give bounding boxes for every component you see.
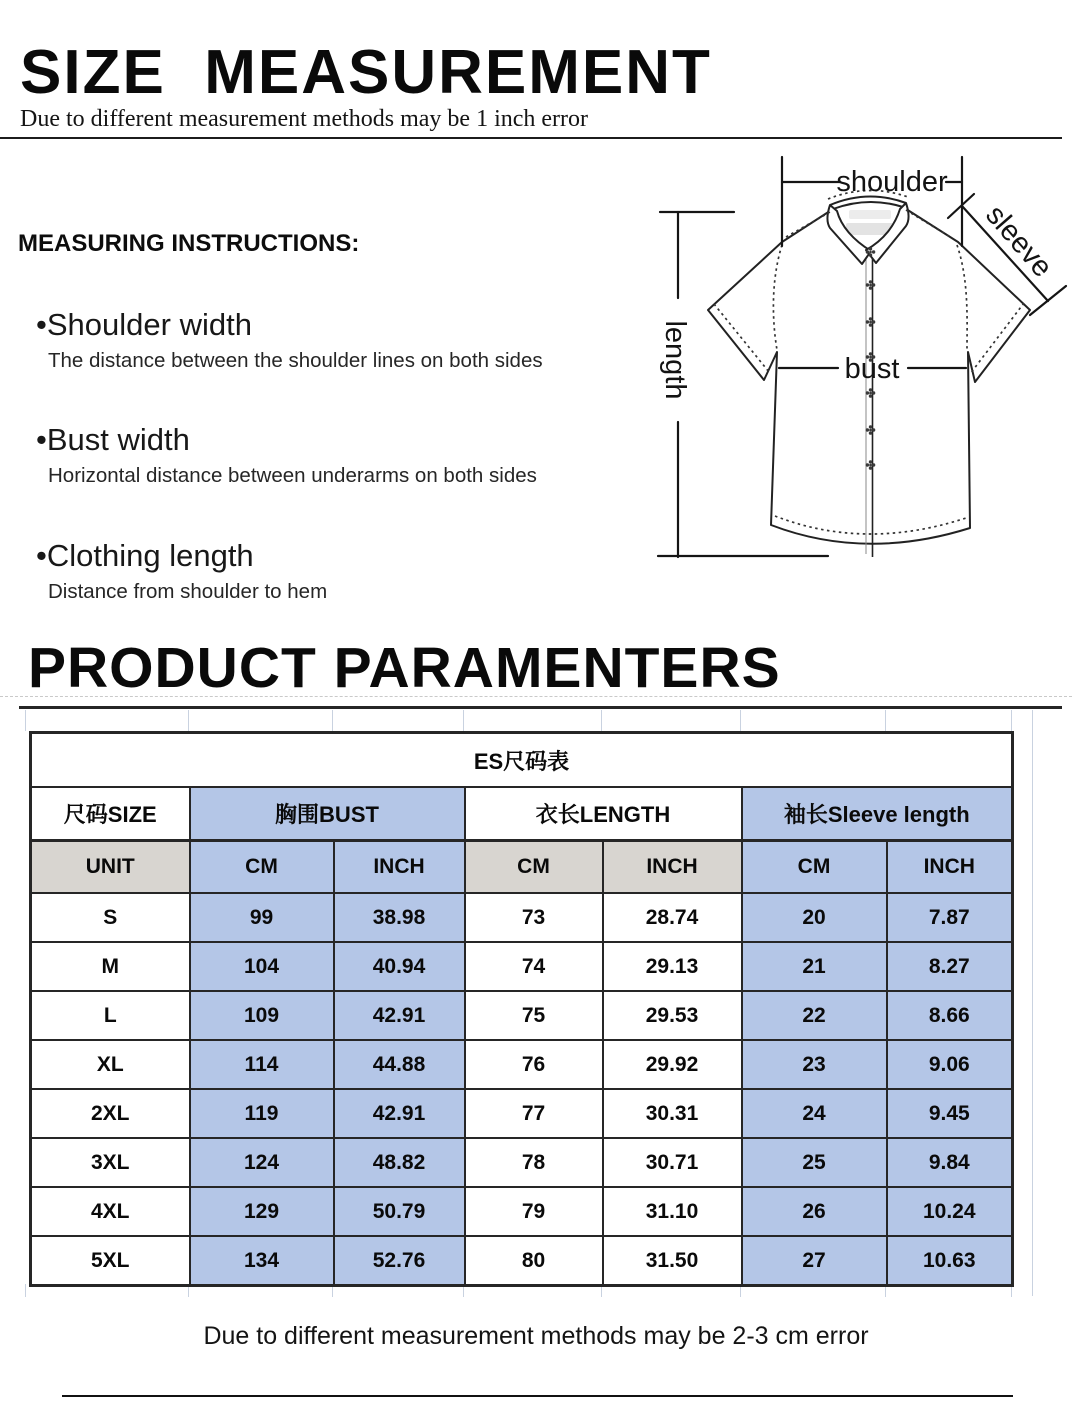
table-row	[31, 1089, 1013, 1138]
value-cell: 9.84	[887, 1138, 1013, 1187]
col-header-size: 尺码SIZE	[31, 787, 190, 841]
instruction-item-bust	[36, 423, 596, 487]
size-cell: L	[31, 991, 190, 1040]
instruction-title	[36, 308, 596, 342]
value-cell: 25	[742, 1138, 887, 1187]
instruction-desc: Horizontal distance between underarms on both sides	[48, 464, 537, 487]
instruction-title	[36, 423, 596, 457]
size-cell: XL	[31, 1040, 190, 1089]
label-sleeve: sleeve	[979, 199, 1059, 284]
value-cell: 77	[465, 1089, 603, 1138]
value-cell: 29.92	[603, 1040, 742, 1089]
value-cell: 26	[742, 1187, 887, 1236]
value-cell: 9.45	[887, 1089, 1013, 1138]
unit-cell: UNIT	[31, 841, 190, 894]
value-cell: 7.87	[887, 893, 1013, 942]
value-cell: 29.13	[603, 942, 742, 991]
value-cell: 76	[465, 1040, 603, 1089]
value-cell: 50.79	[334, 1187, 465, 1236]
value-cell: 30.31	[603, 1089, 742, 1138]
value-cell: 75	[465, 991, 603, 1040]
table-row	[31, 991, 1013, 1040]
table-row	[31, 942, 1013, 991]
collar-inner-band	[849, 210, 891, 219]
value-cell: 29.53	[603, 991, 742, 1040]
value-cell: 52.76	[334, 1236, 465, 1286]
unit-cell: INCH	[887, 841, 1013, 894]
value-cell: 20	[742, 893, 887, 942]
table-row	[31, 1138, 1013, 1187]
value-cell: 31.10	[603, 1187, 742, 1236]
bullet: •	[36, 538, 47, 573]
col-header-bust: 胸围BUST	[190, 787, 465, 841]
size-cell: S	[31, 893, 190, 942]
page-title: SIZE MEASUREMENT	[20, 38, 712, 107]
table-unit-row	[31, 841, 1013, 894]
section-divider	[19, 706, 1062, 709]
value-cell: 78	[465, 1138, 603, 1187]
value-cell: 40.94	[334, 942, 465, 991]
measuring-instructions-heading: MEASURING INSTRUCTIONS:	[18, 230, 360, 257]
value-cell: 99	[190, 893, 334, 942]
table-row	[31, 1040, 1013, 1089]
value-cell: 109	[190, 991, 334, 1040]
value-cell: 31.50	[603, 1236, 742, 1286]
value-cell: 8.66	[887, 991, 1013, 1040]
value-cell: 38.98	[334, 893, 465, 942]
value-cell: 134	[190, 1236, 334, 1286]
table-title-row	[31, 733, 1013, 788]
col-header-length: 衣长LENGTH	[465, 787, 742, 841]
label-length: length	[659, 320, 691, 400]
value-cell: 22	[742, 991, 887, 1040]
page-subtitle: Due to different measurement methods may be 1 inch error	[20, 106, 589, 132]
instruction-item-shoulder	[36, 308, 596, 372]
value-cell: 30.71	[603, 1138, 742, 1187]
size-cell: M	[31, 942, 190, 991]
unit-cell: CM	[742, 841, 887, 894]
value-cell: 10.63	[887, 1236, 1013, 1286]
table-group-header-row	[31, 787, 1013, 841]
header-divider	[0, 137, 1062, 139]
value-cell: 114	[190, 1040, 334, 1089]
size-cell: 4XL	[31, 1187, 190, 1236]
shirt-measurement-diagram	[620, 140, 1072, 600]
unit-cell: INCH	[603, 841, 742, 894]
label-shoulder: shoulder	[836, 166, 948, 198]
table-title: ES尺码表	[31, 733, 1013, 788]
footer-divider	[62, 1395, 1013, 1397]
value-cell: 79	[465, 1187, 603, 1236]
value-cell: 48.82	[334, 1138, 465, 1187]
value-cell: 80	[465, 1236, 603, 1286]
table-row	[31, 1187, 1013, 1236]
value-cell: 9.06	[887, 1040, 1013, 1089]
value-cell: 42.91	[334, 1089, 465, 1138]
bullet: •	[36, 422, 47, 457]
bullet: •	[36, 307, 47, 342]
instruction-desc: Distance from shoulder to hem	[48, 580, 328, 603]
value-cell: 124	[190, 1138, 334, 1187]
value-cell: 74	[465, 942, 603, 991]
instruction-title-text: Shoulder width	[46, 307, 252, 342]
value-cell: 24	[742, 1089, 887, 1138]
instruction-item-length	[36, 539, 596, 603]
value-cell: 73	[465, 893, 603, 942]
footer-note: Due to different measurement methods may be 2-3 cm error	[203, 1322, 869, 1350]
value-cell: 23	[742, 1040, 887, 1089]
value-cell: 104	[190, 942, 334, 991]
instruction-title	[36, 539, 596, 573]
instruction-title-text: Clothing length	[46, 538, 254, 573]
size-cell: 2XL	[31, 1089, 190, 1138]
label-bust: bust	[844, 353, 900, 385]
instruction-title-text: Bust width	[46, 422, 190, 457]
value-cell: 28.74	[603, 893, 742, 942]
value-cell: 8.27	[887, 942, 1013, 991]
col-header-sleeve: 袖长Sleeve length	[742, 787, 1013, 841]
page-break-dashed-line	[0, 696, 1072, 697]
value-cell: 42.91	[334, 991, 465, 1040]
instruction-desc: The distance between the shoulder lines on both sides	[48, 349, 543, 372]
value-cell: 119	[190, 1089, 334, 1138]
size-table	[29, 731, 1014, 1287]
unit-cell: CM	[465, 841, 603, 894]
value-cell: 10.24	[887, 1187, 1013, 1236]
size-cell: 3XL	[31, 1138, 190, 1187]
value-cell: 21	[742, 942, 887, 991]
size-cell: 5XL	[31, 1236, 190, 1286]
value-cell: 27	[742, 1236, 887, 1286]
product-parameters-title: PRODUCT PARAMENTERS	[28, 636, 781, 700]
value-cell: 44.88	[334, 1040, 465, 1089]
table-row	[31, 893, 1013, 942]
table-row	[31, 1236, 1013, 1286]
unit-cell: INCH	[334, 841, 465, 894]
value-cell: 129	[190, 1187, 334, 1236]
unit-cell: CM	[190, 841, 334, 894]
